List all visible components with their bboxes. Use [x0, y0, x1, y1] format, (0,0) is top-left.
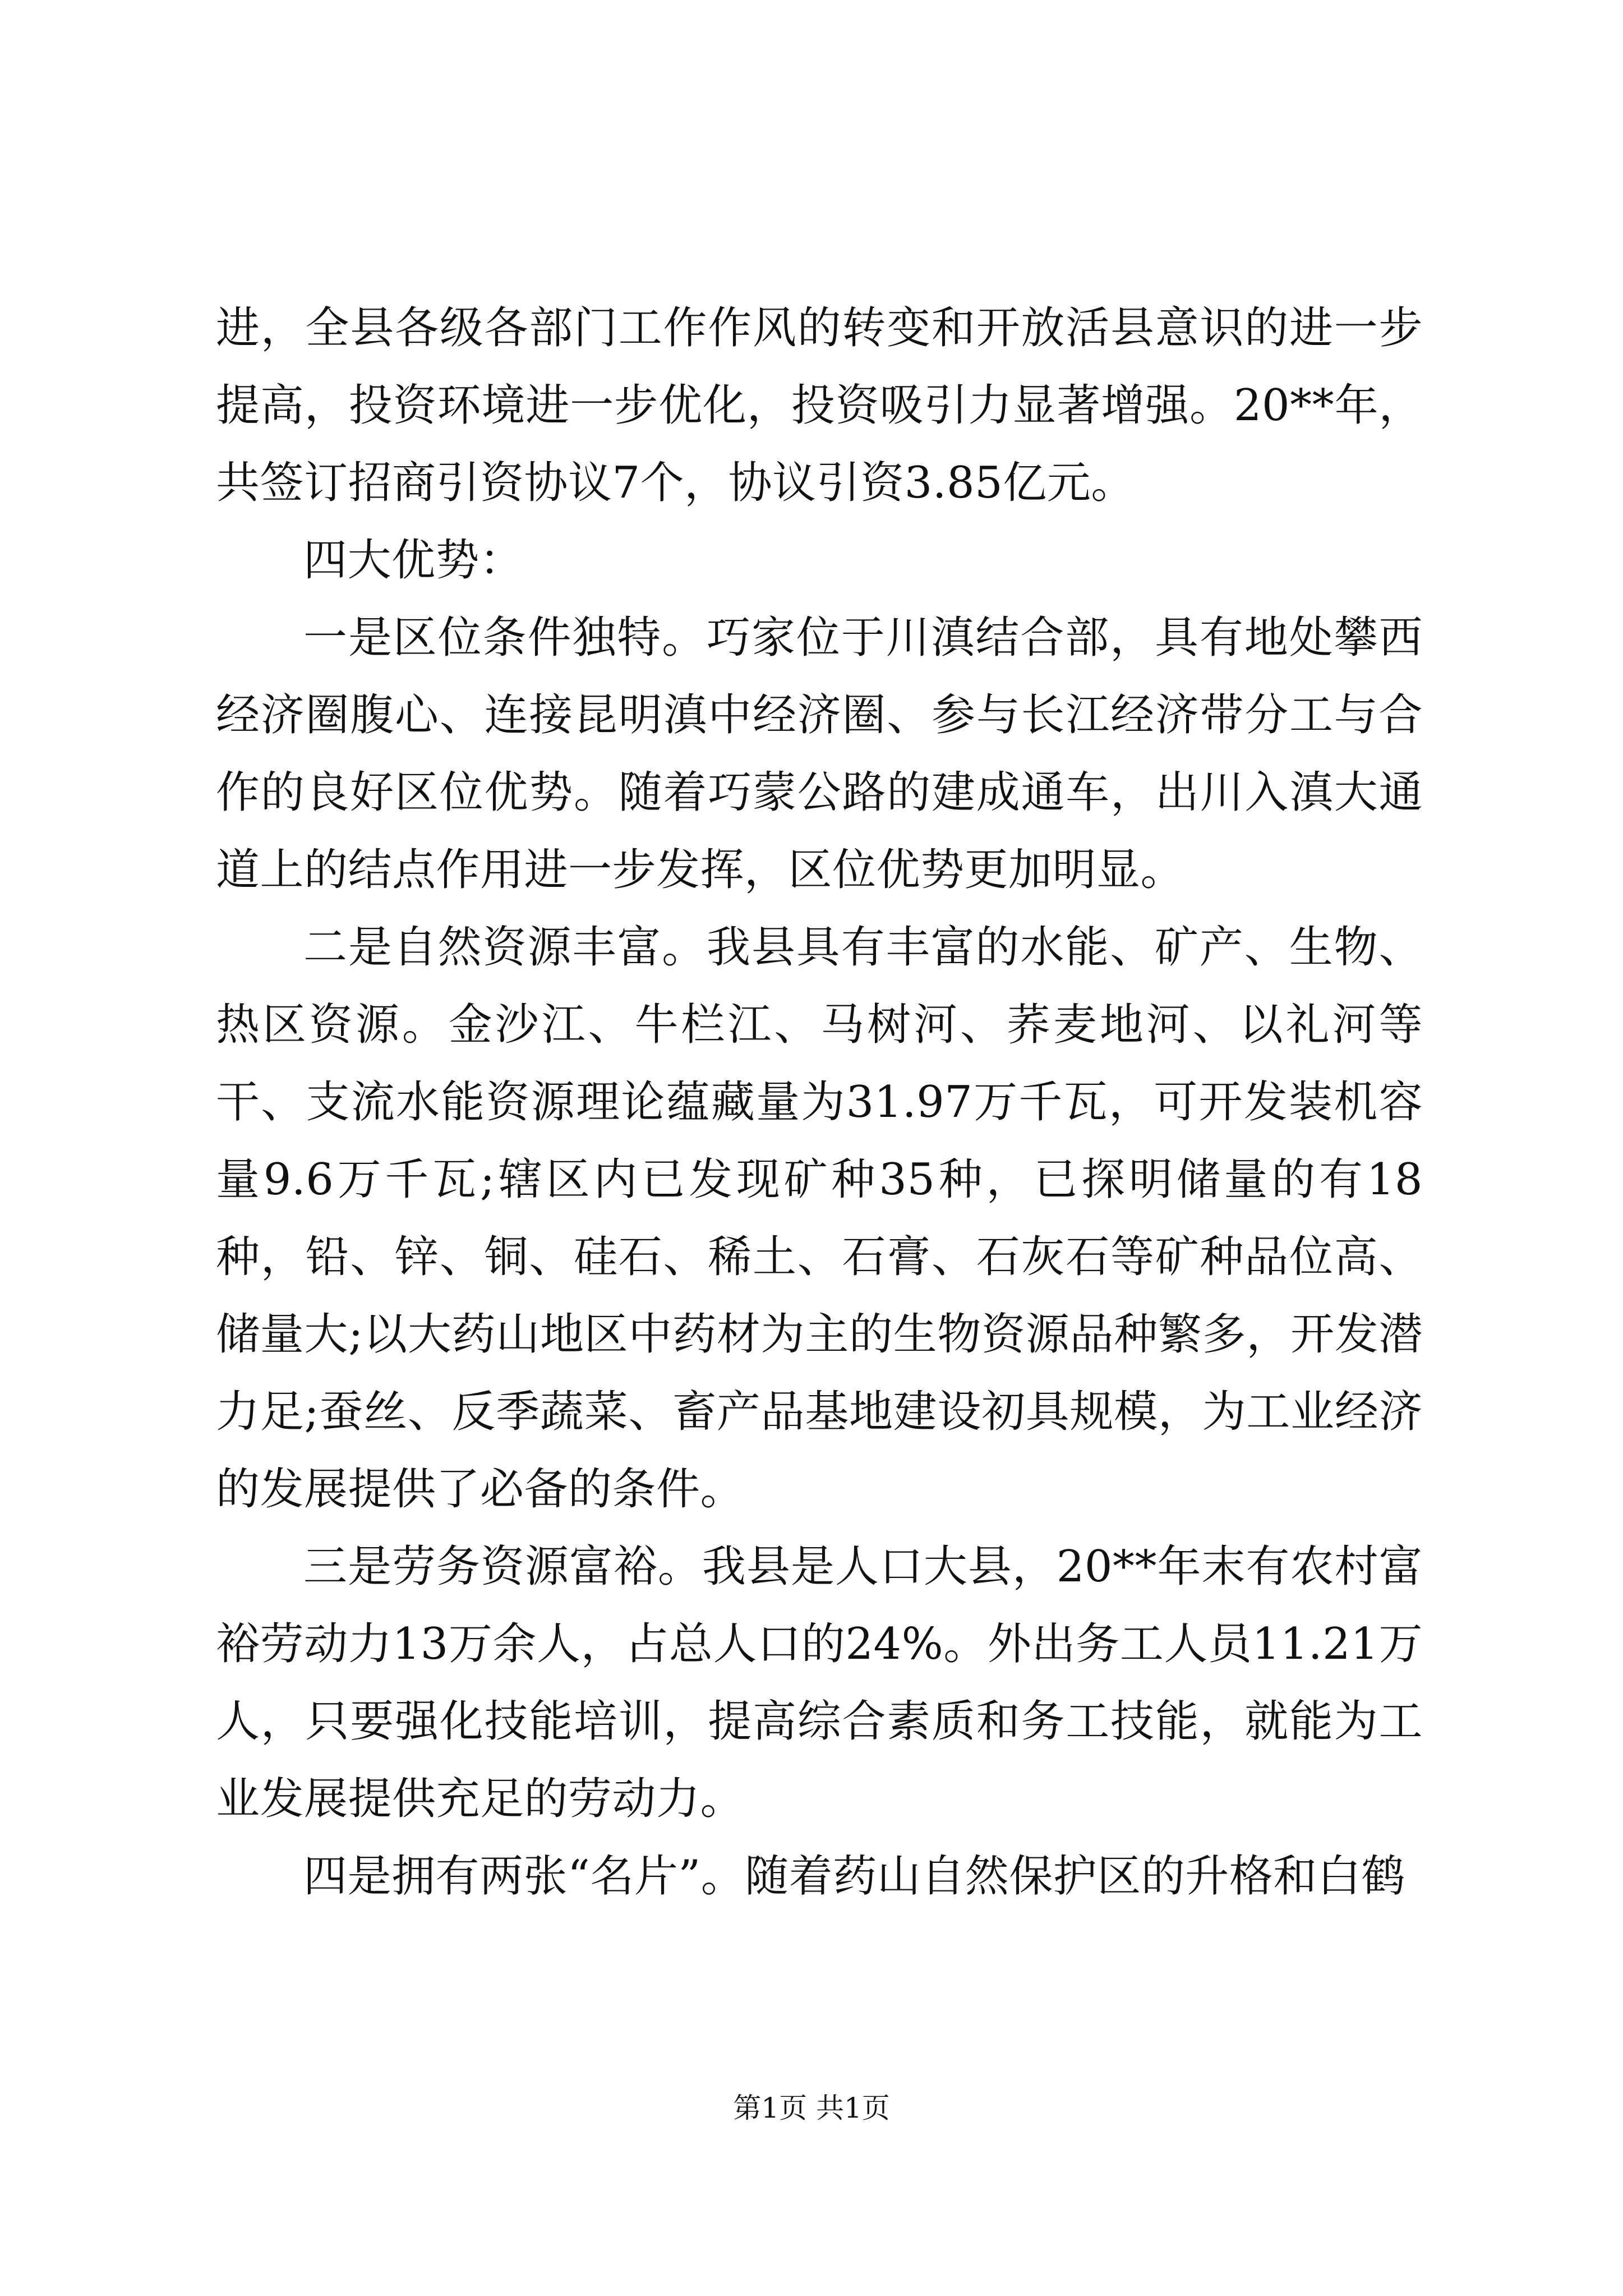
- paragraph-location-advantage: 一是区位条件独特。巧家位于川滇结合部，具有地处攀西经济圈腹心、连接昆明滇中经济圈、参与长江经济带分工与合作的良好区位优势。随着巧蒙公路的建成通车，出川入滇大通道上的结点作用进一步发挥，区位优势更加明显。: [216, 613, 1423, 895]
- paragraph-labor-resources: 三是劳务资源富裕。我县是人口大县，20**年末有农村富裕劳动力13万余人，占总人口的24%。外出务工人员11.21万人，只要强化技能培训，提高综合素质和务工技能，就能为工业发展提供充足的劳动力。: [216, 1542, 1423, 1824]
- paragraph-four-advantages-heading: 四大优势：: [303, 535, 524, 586]
- paragraph-natural-resources: 二是自然资源丰富。我县具有丰富的水能、矿产、生物、热区资源。金沙江、牛栏江、马树河、荞麦地河、以礼河等干、支流水能资源理论蕴藏量为31.97万千瓦，可开发装机容量9.6万千瓦;辖区内已发现矿种35种，已探明储量的有18种，铅、锌、铜、硅石、稀土、石膏、石灰石等矿种品位高、储量大;以大药山地区中药材为主的生物资源品种繁多，开发潜力足;蚕丝、反季蔬菜、畜产品基地建设初具规模，为工业经济的发展提供了必备的条件。: [216, 922, 1423, 1515]
- document-body: [216, 289, 1423, 1915]
- paragraph-continuation: 进，全县各级各部门工作作风的转变和开放活县意识的进一步提高，投资环境进一步优化，投资吸引力显著增强。20**年，共签订招商引资协议7个，协议引资3.85亿元。: [216, 303, 1423, 508]
- paragraph-two-name-cards: 四是拥有两张“名片”。随着药山自然保护区的升格和白鹤: [303, 1851, 1405, 1902]
- page-footer: 第1页 共1页: [733, 2092, 890, 2124]
